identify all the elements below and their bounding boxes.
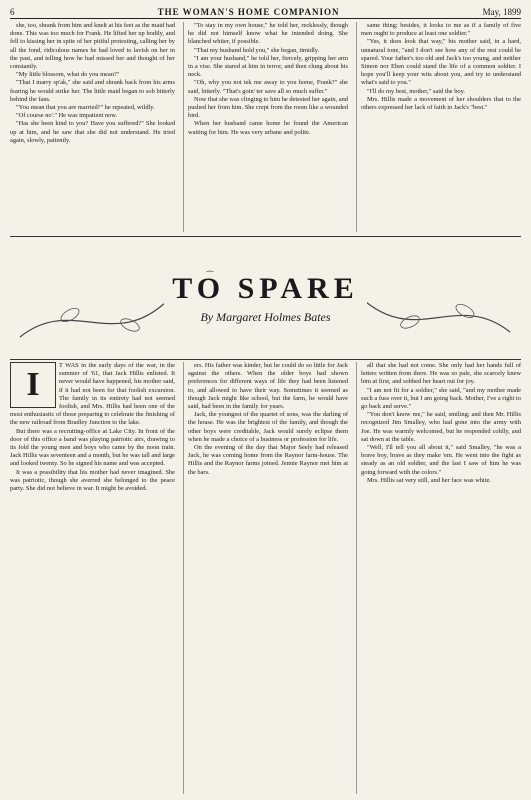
paragraph: she, too, shrank from him and knelt at his feet as the maid had done. This was too much for Frank. He lifted her up bodily, and fell to kissing her in spite of her pitiful protesting, calling her by all the fond, ridiculous names he had loved to lavish on her in the past, and telling how he had missed her and thought of her constantly. [10,22,175,71]
paragraph: Jack, the youngest of the quartet of sons, was the darling of the house. He was the brightest of the family, and though the other boys were creditable, Jack would surely eclipse them when he made a choice of a business or profession for life. [188,411,348,443]
paragraph: "That I marry sp'ak," she said and shrank back from his arms fearing he would strike her. The little maid began to sob bitterly behind the fans. [10,79,175,103]
paragraph: same thing; besides, it looks to me as if a family of five men ought to produce at least one soldier." [361,22,521,38]
magazine-title: THE WOMAN'S HOME COMPANION [157,7,340,17]
paragraph: Now that she was clinging to him he detested her again, and pushed her from him. She crept from the room like a wounded bird. [188,95,348,120]
story-title-banner [10,236,521,360]
paragraph: "Oh, why you not tek me away to you home, Frank?" she said, bitterly. "That's goin' ter save all so much suffer." [188,79,348,95]
paragraph: all that she had not come. She only had her hands full of letters written from there. He was so pale, she scarcely knew him at first, and sobbed her heart out for joy. [361,362,521,386]
paragraph: "You mean that you are married?" he repeated, wildly. [16,104,155,112]
top-column-3 [356,22,521,232]
top-column-1 [10,22,175,232]
page-number: 6 [10,7,15,17]
story-column-2 [183,362,348,794]
story-title: TO SPARE [164,272,366,306]
paragraph: It was a possibility that his mother had never imagined. She was patriotic, though she averred she belonged to the peace party. She did not believe in war. It might be avoided. [10,468,175,493]
paragraph: "Well, I'll tell you all about it," said Smalley, "he was a brave boy, brave as they make 'em. He went into the fight as steady as an old soldier, and the last I saw of him he was going forward with the colors." [361,444,521,476]
paragraph: "My little blossom, what do you mean?" [16,71,120,79]
paragraph: "Of course no'." He was impatient now. [16,112,118,120]
paragraph: ers. His father was kinder, but he could do so little for Jack against the others. When the older boys had shown preferences for different ways of life they had been listened to, and allowed to have their way. Sometimes it seemed as though Jack might like school, but the farm, he would have said, had been in the family for years. [188,362,348,411]
paragraph: When her husband came home he found the American waiting for him. He was very urbane and polite. [188,120,348,136]
top-article-columns [10,22,521,232]
paragraph: "I am not fit for a soldier," she said, "and my mother made such a fuss over it, but I am going back. Mother, I've a right to go back and serve." [361,386,521,411]
paragraph: But there was a recruiting-office at Lake City. In front of the door of this office a band was playing patriotic airs, drawing to its fold the young men and boys who came by the noon train. Jack Hillis was seventeen and a month, but he was tall and large and looked twenty. So he signed his name and was accepted. [10,427,175,468]
paragraph: "That my husband hold you," she began, timidly. [194,46,320,54]
story-columns [10,362,521,794]
paragraph: T WAS in the early days of the war, in the summer of '61, that Jack Hillis enlisted. It never would have happened, his mother said, if it had not been for that foolish excursion. The family in its entirety had not seemed foolish, and Mrs. Hillis had been one of the most enthusiastic of those preparing to celebrate the finishing of the new railroad from Bradley Junction to the lake. [10,362,175,427]
drop-cap: I [10,362,56,408]
top-column-2 [183,22,348,232]
paragraph: On the evening of the day that Major Seely had released Jack, he was coming home from the Raynor farm-house. The Hillis and the Raynor farms joined. Jennie Raynor met him at the bars. [188,444,348,476]
paragraph: "I'll do my best, mother," said the boy. [367,87,465,95]
paragraph: "You don't know me," he said, smiling; and then Mr. Hillis recognized Jim Smalley, who had gone into the army with Joe. He was warmly welcomed, but he responded coldly, and sat down at the table. [361,411,521,443]
paragraph: "To stay in my own house," he told her, recklessly, though he did not himself know what he intended doing. She blanched whiter, if possible. [188,22,348,46]
paragraph: "Yes, it does look that way," his mother said, in a hard, unnatural tone, "and I don't see how any of the rest could be spared. Your father's too old and Jack's too young, and neither Simon nor Eben could stand the life of a common soldier. I hope you'll keep your wits about you, and try to understand what's said to you." [361,38,521,87]
story-column-1 [10,362,175,794]
paragraph: Mrs. Hillis made a movement of her shoulders that to the others expressed her lack of faith in Jack's "best." [361,95,521,112]
page-header [10,4,521,19]
story-column-3 [356,362,521,794]
paragraph: Mrs. Hillis sat very still, and her face was white. [367,476,491,484]
paragraph: "I am your husband," he told her, fiercely, gripping her arm in a vise. She stared at him in terror, and then clung about his neck. [188,54,348,79]
issue-date: May, 1899 [482,7,521,17]
paragraph: "Has she been kind to you? Have you suffered?" She looked up at him, and he saw that she did not understand. He tried again, slowly, patiently. [10,120,175,144]
story-byline: By Margaret Holmes Bates [196,310,334,325]
